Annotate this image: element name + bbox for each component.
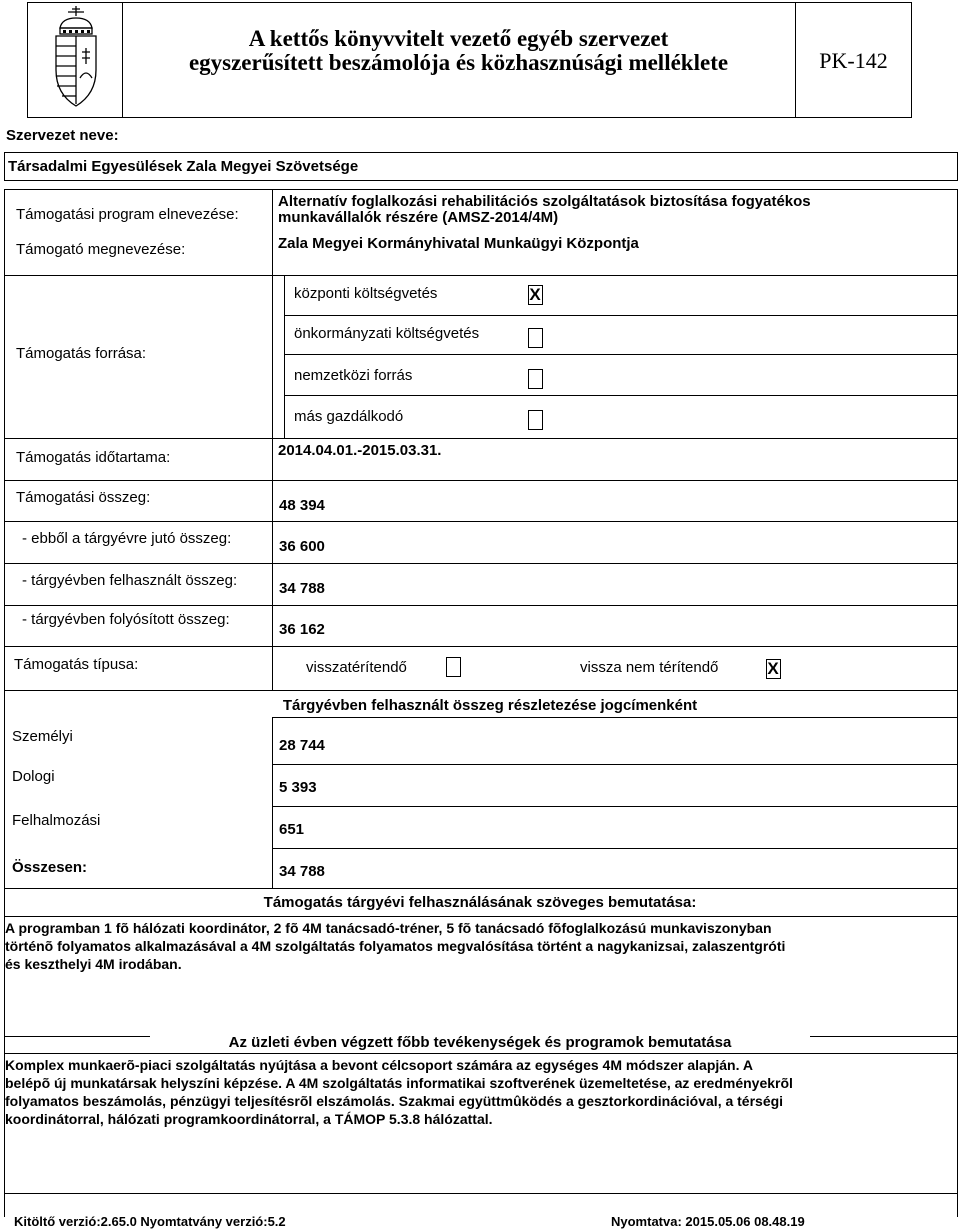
row-line	[272, 848, 958, 849]
row-line	[4, 646, 958, 647]
source-option-label: nemzetközi forrás	[294, 367, 413, 384]
program-value-line1: Alternatív foglalkozási rehabilitációs szolgáltatások biztosítása fogyatékos	[278, 193, 811, 210]
source-checkbox-central-budget[interactable]	[528, 285, 543, 305]
paid-amount-value: 36 162	[279, 621, 325, 638]
source-option-label: önkormányzati költségvetés	[294, 325, 480, 342]
program-label: Támogatási program elnevezése:	[16, 206, 239, 223]
supporter-label: Támogató megnevezése:	[16, 241, 186, 258]
row-line	[4, 888, 958, 889]
program-value-line2: munkavállalók részére (AMSZ-2014/4M)	[278, 209, 559, 226]
source-option-label: központi költségvetés	[294, 285, 438, 302]
column-divider	[272, 717, 273, 888]
row-line	[4, 480, 958, 481]
breakdown-label-total: Összesen:	[12, 859, 88, 876]
form-title-line1: A kettős könyvvitelt vezető egyéb szervezet	[248, 26, 669, 51]
row-line	[272, 717, 958, 718]
form-title-line2: egyszerűsített beszámolója és közhasznúsági melléklete	[188, 50, 729, 75]
breakdown-value-personal: 28 744	[279, 737, 325, 754]
row-line	[4, 438, 958, 439]
year-amount-label: - ebből a tárgyévre jutó összeg:	[22, 530, 232, 547]
source-option-label: más gazdálkodó	[294, 408, 404, 425]
paid-amount-label: - tárgyévben folyósított összeg:	[22, 611, 230, 628]
source-checkbox-other-business[interactable]	[528, 410, 543, 430]
row-line	[272, 764, 958, 765]
footer-printed: Nyomtatva: 2015.05.06 08.48.19	[611, 1214, 805, 1229]
source-label: Támogatás forrása:	[16, 345, 147, 362]
column-divider	[272, 189, 273, 690]
source-checkbox-international[interactable]	[528, 369, 543, 389]
row-line	[4, 690, 958, 691]
breakdown-label-capital: Felhalmozási	[12, 812, 101, 829]
source-line	[284, 354, 958, 355]
usage-text-title: Támogatás tárgyévi felhasználásának szöveges bemutatása:	[263, 894, 697, 911]
row-line	[4, 605, 958, 606]
breakdown-value-material: 5 393	[279, 779, 317, 796]
footer-version: Kitöltő verzió:2.65.0 Nyomtatvány verzió:5.2	[14, 1214, 286, 1229]
nonrefundable-label: vissza nem térítendő	[580, 659, 719, 676]
breakdown-label-personal: Személyi	[12, 728, 73, 745]
breakdown-value-total: 34 788	[279, 863, 325, 880]
activities-text-line: folyamatos beszámolás, pénzügyi teljesítésrõl elszámolás. Szakmai együttmûködés a gesztorkordinációval, a térségi	[5, 1093, 784, 1109]
form-code: PK-142	[819, 48, 888, 73]
supporter-value: Zala Megyei Kormányhivatal Munkaügyi Központja	[278, 235, 639, 252]
coat-of-arms-icon	[48, 6, 104, 110]
row-line	[4, 563, 958, 564]
duration-value: 2014.04.01.-2015.03.31.	[278, 442, 442, 459]
breakdown-label-material: Dologi	[12, 768, 55, 785]
total-amount-label: Támogatási összeg:	[16, 489, 151, 506]
usage-text-line: történõ folyamatos alkalmazásával a 4M szolgáltatás folyamatos megvalósítása történt a nagykanizsai, zalaszentgróti	[5, 938, 786, 954]
usage-text-line: A programban 1 fõ hálózati koordinátor, 2 fõ 4M tanácsadó-tréner, 5 fõ tanácsadó fõfoglalkozású munkaviszonyban	[5, 920, 772, 936]
source-divider	[284, 275, 285, 438]
refundable-checkbox[interactable]	[446, 657, 461, 677]
row-line	[272, 806, 958, 807]
used-amount-value: 34 788	[279, 580, 325, 597]
row-line	[4, 1193, 958, 1194]
activities-text-line: koordinátorral, hálózati programkoordinátorral, a TÁMOP 5.3.8 hálózattal.	[5, 1111, 493, 1127]
row-line	[4, 916, 958, 917]
source-line	[284, 395, 958, 396]
source-checkbox-municipal-budget[interactable]	[528, 328, 543, 348]
breakdown-title: Tárgyévben felhasznált összeg részletezése jogcímenként	[282, 697, 698, 714]
type-label: Támogatás típusa:	[14, 656, 139, 673]
row-line	[4, 521, 958, 522]
year-amount-value: 36 600	[279, 538, 325, 555]
nonrefundable-checkbox[interactable]	[766, 659, 781, 679]
usage-text-line: és keszthelyi 4M irodában.	[5, 956, 182, 972]
source-line	[284, 315, 958, 316]
refundable-label: visszatérítendő	[306, 659, 407, 676]
org-name-label: Szervezet neve:	[6, 127, 119, 144]
row-line	[4, 275, 958, 276]
total-amount-value: 48 394	[279, 497, 325, 514]
activities-text-line: belépõ új munkatársak helyszíni képzése. A 4M szolgáltatás informatikai szoftverének üzemeltetése, az eredményekrõl	[5, 1075, 793, 1091]
breakdown-value-capital: 651	[279, 821, 305, 838]
activities-text-line: Komplex munkaerõ-piaci szolgáltatás nyújtása a bevont célcsoport számára az egységes 4M módszer alapján. A	[5, 1057, 753, 1073]
activities-text-title: Az üzleti évben végzett főbb tevékenységek és programok bemutatása	[150, 1034, 810, 1051]
used-amount-label: - tárgyévben felhasznált összeg:	[22, 572, 238, 589]
row-line	[4, 1053, 958, 1054]
org-name-value: Társadalmi Egyesülések Zala Megyei Szövetsége	[8, 158, 359, 175]
duration-label: Támogatás időtartama:	[16, 449, 171, 466]
